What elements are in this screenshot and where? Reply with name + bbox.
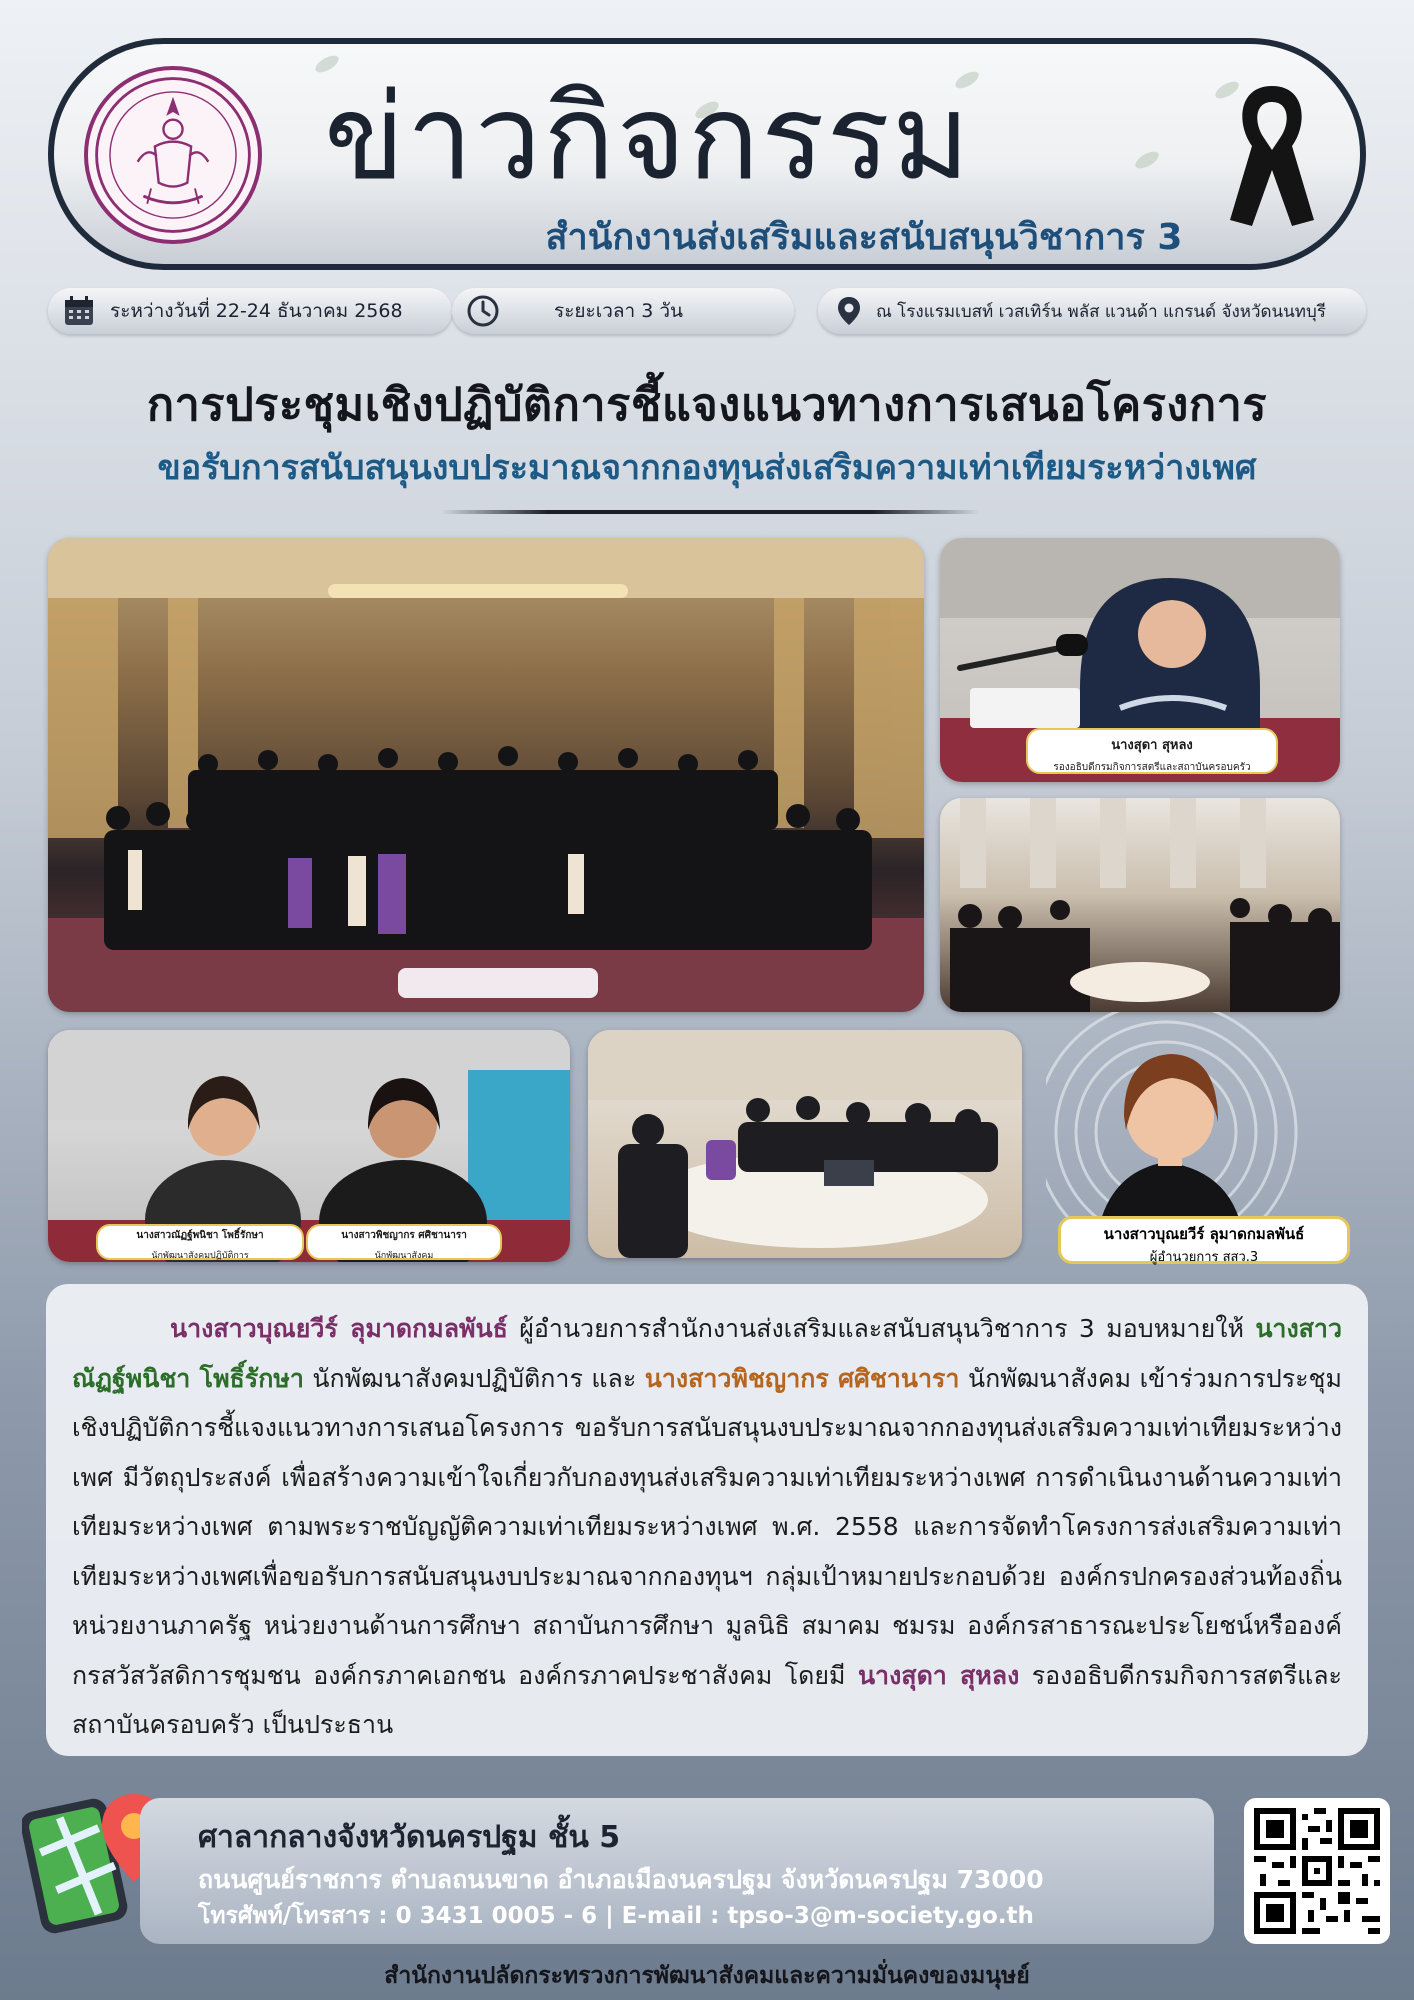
office-subtitle: สำนักงานส่งเสริมและสนับสนุนวิชาการ 3 bbox=[545, 216, 1183, 258]
article-body bbox=[46, 1284, 1368, 1756]
staff2-role: นักพัฒนาสังคม bbox=[374, 1251, 434, 1261]
director-name: นางสาวบุณยวีร์ ลุมาดกมลพันธ์ bbox=[1103, 1225, 1305, 1243]
calendar-icon bbox=[62, 294, 96, 328]
audience-photo bbox=[940, 798, 1340, 1012]
footer-contact-line: โทรศัพท์/โทรสาร : 0 3431 0005 - 6 | E-mail : tpso-3@m-society.go.th bbox=[198, 1903, 1034, 1929]
headline-line1: การประชุมเชิงปฏิบัติการชี้แจงแนวทางการเสนอโครงการ bbox=[146, 378, 1268, 431]
event-date: ระหว่างวันที่ 22-24 ธันวาคม 2568 bbox=[110, 300, 403, 322]
body-text: ผู้อำนวยการสำนักงานส่งเสริมและสนับสนุนวิชาการ 3 มอบหมายให้ bbox=[507, 1314, 1256, 1343]
article-paragraph bbox=[72, 1304, 1342, 1750]
chair-photo bbox=[940, 538, 1340, 782]
page-title: ข่าวกิจกรรม bbox=[324, 68, 972, 206]
director-name-inline: นางสาวบุณยวีร์ ลุมาดกมลพันธ์ bbox=[170, 1314, 508, 1343]
director-caption bbox=[1058, 1216, 1350, 1264]
event-location: ณ โรงแรมเบสท์ เวสเทิร์น พลัส แวนด้า แกรนด์ จังหวัดนนทบุรี bbox=[876, 301, 1326, 322]
group-photo bbox=[48, 538, 924, 1012]
staff-photo bbox=[48, 1030, 570, 1262]
ministry-name: สำนักงานปลัดกระทรวงการพัฒนาสังคมและความมั่นคงของมนุษย์ bbox=[384, 1963, 1030, 1989]
staff1-caption bbox=[96, 1224, 304, 1260]
staff2-name-inline: นางสาวพิชญากร ศศิชานารา bbox=[644, 1363, 960, 1393]
chair-role: รองอธิบดีกรมกิจการสตรีและสถาบันครอบครัว bbox=[1053, 762, 1251, 773]
body-text: นักพัฒนาสังคม เข้าร่วมการประชุมเชิงปฏิบัติการชี้แจงแนวทางการเสนอโครงการ ขอรับการสนับสนุนงบประมาณจากกองทุนส่งเสริมความเท่าเทียมระหว่างเพศ มีวัตถุประสงค์ เพื่อสร้างความเข้าใจเกี่ยวกับกองทุนส่งเสริมความเท่าเทียมระหว่างเพศ การดำเนินงานด้านความเท่าเทียมระหว่างเพศ ตามพระราชบัญญัติความเท่าเทียมระหว่างเพศ พ.ศ. 2558 และการจัดทำโครงการส่งเสริมความเท่าเทียมระหว่างเพศเพื่อขอรับการสนับสนุนงบประมาณจากกองทุนฯ กลุ่มเป้าหมายประกอบด้วย องค์กรปกครองส่วนท้องถิ่น หน่วยงานภาครัฐ หน่วยงานด้านการศึกษา สถาบันการศึกษา มูลนิธิ สมาคม ชมรม องค์กรสาธารณะประโยชน์หรือองค์กรสวัสวัสดิการชุมชน องค์กรภาคเอกชน องค์กรภาคประชาสังคม โดยมี bbox=[72, 1363, 1342, 1690]
body-text: รองอธิบดีกรมกิจการสตรีและสถาบันครอบครัว เป็นประธาน bbox=[72, 1660, 1342, 1739]
chair-caption bbox=[1026, 728, 1278, 774]
director-photo bbox=[1046, 1012, 1368, 1268]
location-pin-icon bbox=[832, 294, 866, 328]
location-pill bbox=[818, 288, 1366, 334]
leaf-decoration bbox=[1133, 148, 1162, 171]
qr-code-icon[interactable] bbox=[1244, 1798, 1390, 1944]
ministry-seal-icon bbox=[84, 66, 262, 244]
divider bbox=[440, 510, 980, 514]
date-pill bbox=[48, 288, 452, 334]
headline-line2: ขอรับการสนับสนุนงบประมาณจากกองทุนส่งเสริมความเท่าเทียมระหว่างเพศ bbox=[157, 448, 1257, 488]
staff2-name: นางสาวพิชญากร ศศิชานารา bbox=[341, 1230, 467, 1241]
footer-address: ถนนศูนย์ราชการ ตำบลถนนขาด อำเภอเมืองนครปฐม จังหวัดนครปฐม 73000 bbox=[198, 1865, 1044, 1894]
footer-place: ศาลากลางจังหวัดนครปฐม ชั้น 5 bbox=[198, 1820, 621, 1855]
staff1-role: นักพัฒนาสังคมปฏิบัติการ bbox=[151, 1251, 249, 1261]
footer-contact bbox=[140, 1798, 1214, 1944]
duration-pill bbox=[452, 288, 794, 334]
staff2-caption bbox=[306, 1224, 502, 1260]
staff1-name: นางสาวณัฏฐ์พนิชา โพธิ์รักษา bbox=[136, 1230, 264, 1241]
body-text: นักพัฒนาสังคมปฏิบัติการ และ bbox=[303, 1363, 645, 1393]
chair-name-inline: นางสุดา สุหลง bbox=[857, 1660, 1020, 1690]
header-banner bbox=[48, 38, 1366, 270]
staff1-name-inline: นางสาวณัฏฐ์พนิชา โพธิ์รักษา bbox=[72, 1314, 1342, 1393]
chair-name: นางสุดา สุหลง bbox=[1111, 738, 1193, 753]
workshop-photo bbox=[588, 1030, 1022, 1258]
director-role: ผู้อำนวยการ สสว.3 bbox=[1149, 1250, 1259, 1265]
mourning-ribbon-icon bbox=[1218, 80, 1326, 232]
event-duration: ระยะเวลา 3 วัน bbox=[554, 300, 684, 322]
clock-icon bbox=[466, 294, 500, 328]
